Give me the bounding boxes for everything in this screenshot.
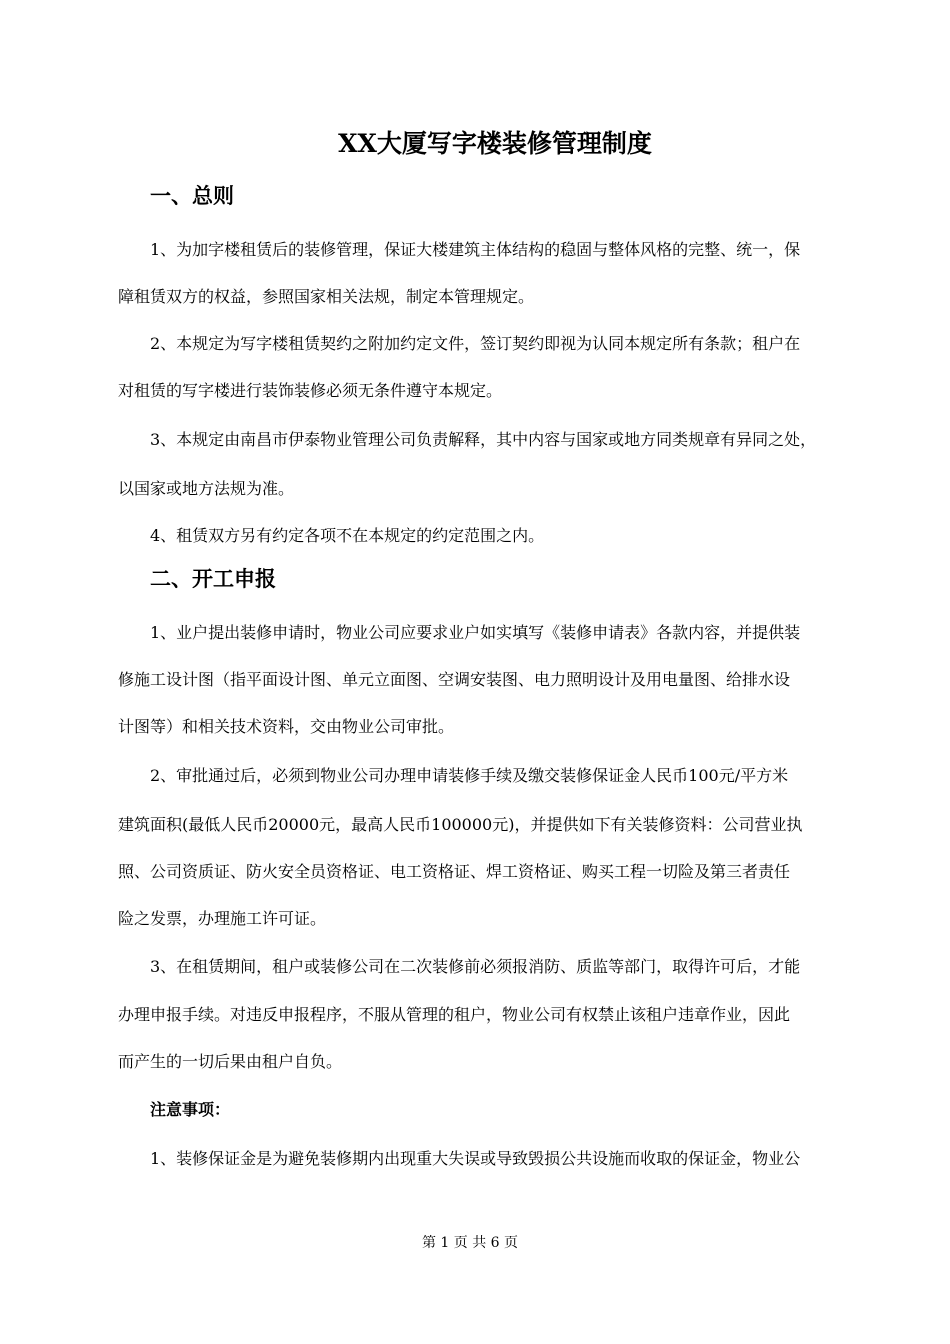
paragraph-line: 而产生的一切后果由租户自负。	[118, 1052, 343, 1071]
paragraph-line: 2、审批通过后，必须到物业公司办理申请装修手续及缴交装修保证金人民币100元/平方米	[150, 766, 789, 785]
paragraph-line: 计图等）和相关技术资料，交由物业公司审批。	[118, 717, 455, 736]
paragraph-line: 3、在租赁期间，租户或装修公司在二次装修前必须报消防、质监等部门，取得许可后，才能	[150, 957, 801, 976]
paragraph-line: 建筑面积(最低人民币20000元，最高人民币100000元)，并提供如下有关装修资料：公司营业执	[118, 815, 803, 834]
paragraph-line: 对租赁的写字楼进行装饰装修必须无条件遵守本规定。	[118, 381, 503, 400]
paragraph-line: 3、本规定由南昌市伊泰物业管理公司负责解释，其中内容与国家或地方同类规章有异同之处，	[150, 430, 817, 449]
paragraph-line: 照、公司资质证、防火安全员资格证、电工资格证、焊工资格证、购买工程一切险及第三者责任	[118, 862, 791, 881]
paragraph-line: 1、装修保证金是为避免装修期内出现重大失误或导致毁损公共设施而收取的保证金，物业公	[150, 1149, 801, 1168]
notes-heading: 注意事项：	[150, 1100, 231, 1119]
paragraph-line: 险之发票，办理施工许可证。	[118, 909, 327, 928]
page-number-footer: 第 1 页 共 6 页	[421, 1235, 519, 1251]
section-heading-general: 一、总则	[150, 184, 234, 208]
paragraph-line: 1、为加字楼租赁后的装修管理，保证大楼建筑主体结构的稳固与整体风格的完整、统一，保	[150, 240, 801, 259]
paragraph-line: 4、租赁双方另有约定各项不在本规定的约定范围之内。	[150, 526, 545, 545]
paragraph-line: 修施工设计图（指平面设计图、单元立面图、空调安装图、电力照明设计及用电量图、给排水设	[118, 670, 791, 689]
paragraph-line: 障租赁双方的权益，参照国家相关法规，制定本管理规定。	[118, 287, 535, 306]
section-heading-application: 二、开工申报	[150, 567, 276, 591]
paragraph-line: 以国家或地方法规为准。	[118, 479, 295, 498]
paragraph-line: 1、业户提出装修申请时，物业公司应要求业户如实填写《装修申请表》各款内容，并提供装	[150, 623, 801, 642]
paragraph-line: 2、本规定为写字楼租赁契约之附加约定文件，签订契约即视为认同本规定所有条款；租户在	[150, 334, 801, 353]
document-title: XX大厦写字楼装修管理制度	[338, 129, 652, 158]
paragraph-line: 办理申报手续。对违反申报程序，不服从管理的租户，物业公司有权禁止该租户违章作业，因此	[118, 1005, 791, 1024]
